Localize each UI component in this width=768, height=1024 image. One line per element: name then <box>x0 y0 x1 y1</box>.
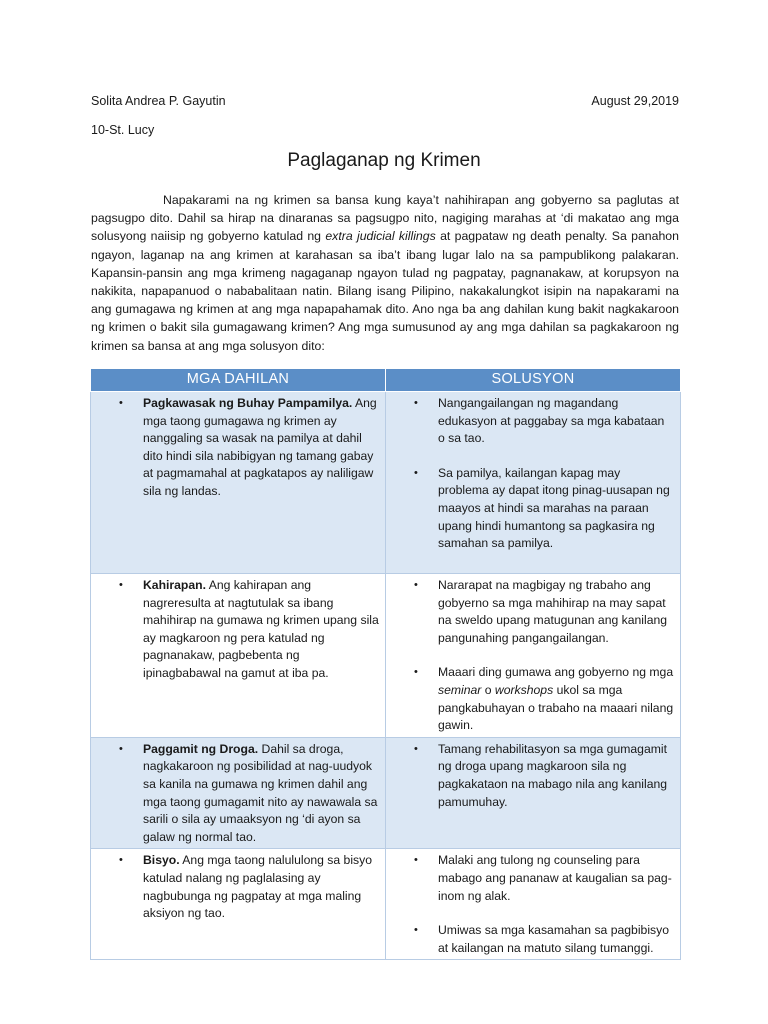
table-row <box>91 737 681 849</box>
cause-heading: Kahirapan. <box>143 578 206 592</box>
solution-text: Malaki ang tulong ng counseling para mabago ang pananaw at kaugalian sa pag-inom ng alak. <box>438 853 672 903</box>
cause-text: Ang mga taong nalululong sa bisyo katulad nalang ng paglalasing ay nagbubunga ng pagpatay at mga maling aksiyon ng tao. <box>143 853 373 921</box>
table-row <box>91 574 681 738</box>
intro-italic-term: extra judicial killings <box>325 229 436 244</box>
solution-text: Maaari ding gumawa ang gobyerno ng mga <box>438 665 674 680</box>
bullet-icon: • <box>414 924 418 937</box>
cause-text: Dahil sa droga, nagkakaroon ng posibilidad at nag-uudyok sa kanila na gumawa ng krimen dahil ang mga taong gumagamit nito ay nawawala sa sarili o sila ay umaaksyon ng ‘di ayon sa galaw ng normal tao. <box>143 741 378 844</box>
causes-solutions-table <box>90 368 681 960</box>
table-header-row <box>91 369 681 392</box>
cause-heading: Paggamit ng Droga. <box>143 741 259 756</box>
bullet-icon: • <box>414 666 418 679</box>
solution-text: Nararapat na magbigay ng trabaho ang gobyerno sa mga mahihirap na may sapat na sweldo upang matugunan ang kanilang pangunahing pangangailangan. <box>438 578 668 645</box>
cause-cell <box>91 392 386 574</box>
intro-paragraph <box>91 191 679 355</box>
solution-cell <box>386 737 681 849</box>
bullet-icon: • <box>414 854 418 867</box>
bullet-icon: • <box>414 466 418 479</box>
class-section: 10-St. Lucy <box>91 123 155 137</box>
bullet-icon: • <box>414 397 418 409</box>
intro-text-1: Napakarami na ng krimen sa bansa kung kaya’t nahihirapan ang gobyerno sa paglutas at pagsugpo dito. Dahil sa hirap na dinaranas sa pagsugpo nito, nagiging marahas at ‘di makatao ang mga solusyong naiisip ng gobyerno katulad ng <box>91 193 679 244</box>
intro-text-2: at pagpataw ng death penalty. Sa panahon ngayon, laganap na ang krimen at karahasan sa iba’t ibang lugar lalo na sa pampublikong palakaran. Kapansin-pansin ang mga krimeng nagaganap ngayon tulad ng pagpatay, pagnanakaw, at korupsyon na nakikita, napapanuod o nababalitaan natin. Bilang isang Pilipino, nakakalungkot isipin na napakarami na ang gumagawa ng krimen at ang mga napapahamak dito. Ano nga ba ang dahilan kung bakit nagkakaroon ng krimen o bakit sila gumagawang krimen? Ang mga sumusunod ay ang mga dahilan sa pagkakaroon ng krimen sa bansa at ang mga solusyon dito: <box>91 229 679 353</box>
bullet-icon: • <box>119 854 123 867</box>
solution-text: Umiwas sa mga kasamahan sa pagbibisyo at kailangan na matuto silang tumanggi. <box>438 923 669 955</box>
solution-text: Tamang rehabilitasyon sa mga gumagamit ng droga upang magkaroon sila ng pagkakataon na mabago nila ang kanilang pamumuhay. <box>438 741 668 809</box>
cause-text: Ang mga taong gumagawa ng krimen ay nanggaling sa wasak na pamilya at dahil dito hindi sila nabibigyan ng tamang gabay at pagmamahal at pagkatapos ay naliligaw sila ng landas. <box>143 396 377 498</box>
cause-heading: Pagkawasak ng Buhay Pampamilya. <box>143 396 353 410</box>
solution-cell <box>386 849 681 960</box>
bullet-icon: • <box>414 742 418 755</box>
author-name: Solita Andrea P. Gayutin <box>91 94 226 108</box>
header-solutions: SOLUSYON <box>386 369 681 392</box>
solution-cell <box>386 574 681 738</box>
cause-cell <box>91 574 386 738</box>
cause-cell <box>91 849 386 960</box>
table-row <box>91 849 681 960</box>
solution-text: Nangangailangan ng magandang edukasyon at paggabay sa mga kabataan o sa tao. <box>438 396 665 446</box>
workshops-term: workshops <box>494 682 554 697</box>
cause-cell <box>91 737 386 849</box>
page-title: Paglaganap ng Krimen <box>287 150 481 171</box>
table-row <box>91 392 681 574</box>
solution-text: Sa pamilya, kailangan kapag may problema ay dapat itong pinag-uusapan ng maayos at hindi sa marahas na paraan upang hindi humantong sa pagkasira ng samahan sa pamilya. <box>438 465 670 551</box>
document-date: August 29,2019 <box>591 94 679 108</box>
solution-cell <box>386 392 681 574</box>
bullet-icon: • <box>414 579 418 591</box>
bullet-icon: • <box>119 579 123 591</box>
seminar-term: seminar <box>438 682 482 697</box>
bullet-icon: • <box>119 742 123 755</box>
solution-text: ukol sa mga pangkabuhayan o trabaho na maaari nilang gawin. <box>438 682 674 733</box>
cause-text: Ang kahirapan ang nagreresulta at nagtutulak sa ibang mahihirap na gumawa ng krimen upang sila ay magkaroon ng pera katulad ng pagnanakaw, pagbebenta ng ipinagbabawal na gamut at iba pa. <box>143 578 379 680</box>
solution-text: o <box>481 682 495 697</box>
cause-heading: Bisyo. <box>143 853 180 868</box>
bullet-icon: • <box>119 397 123 409</box>
header-causes: MGA DAHILAN <box>91 369 386 392</box>
